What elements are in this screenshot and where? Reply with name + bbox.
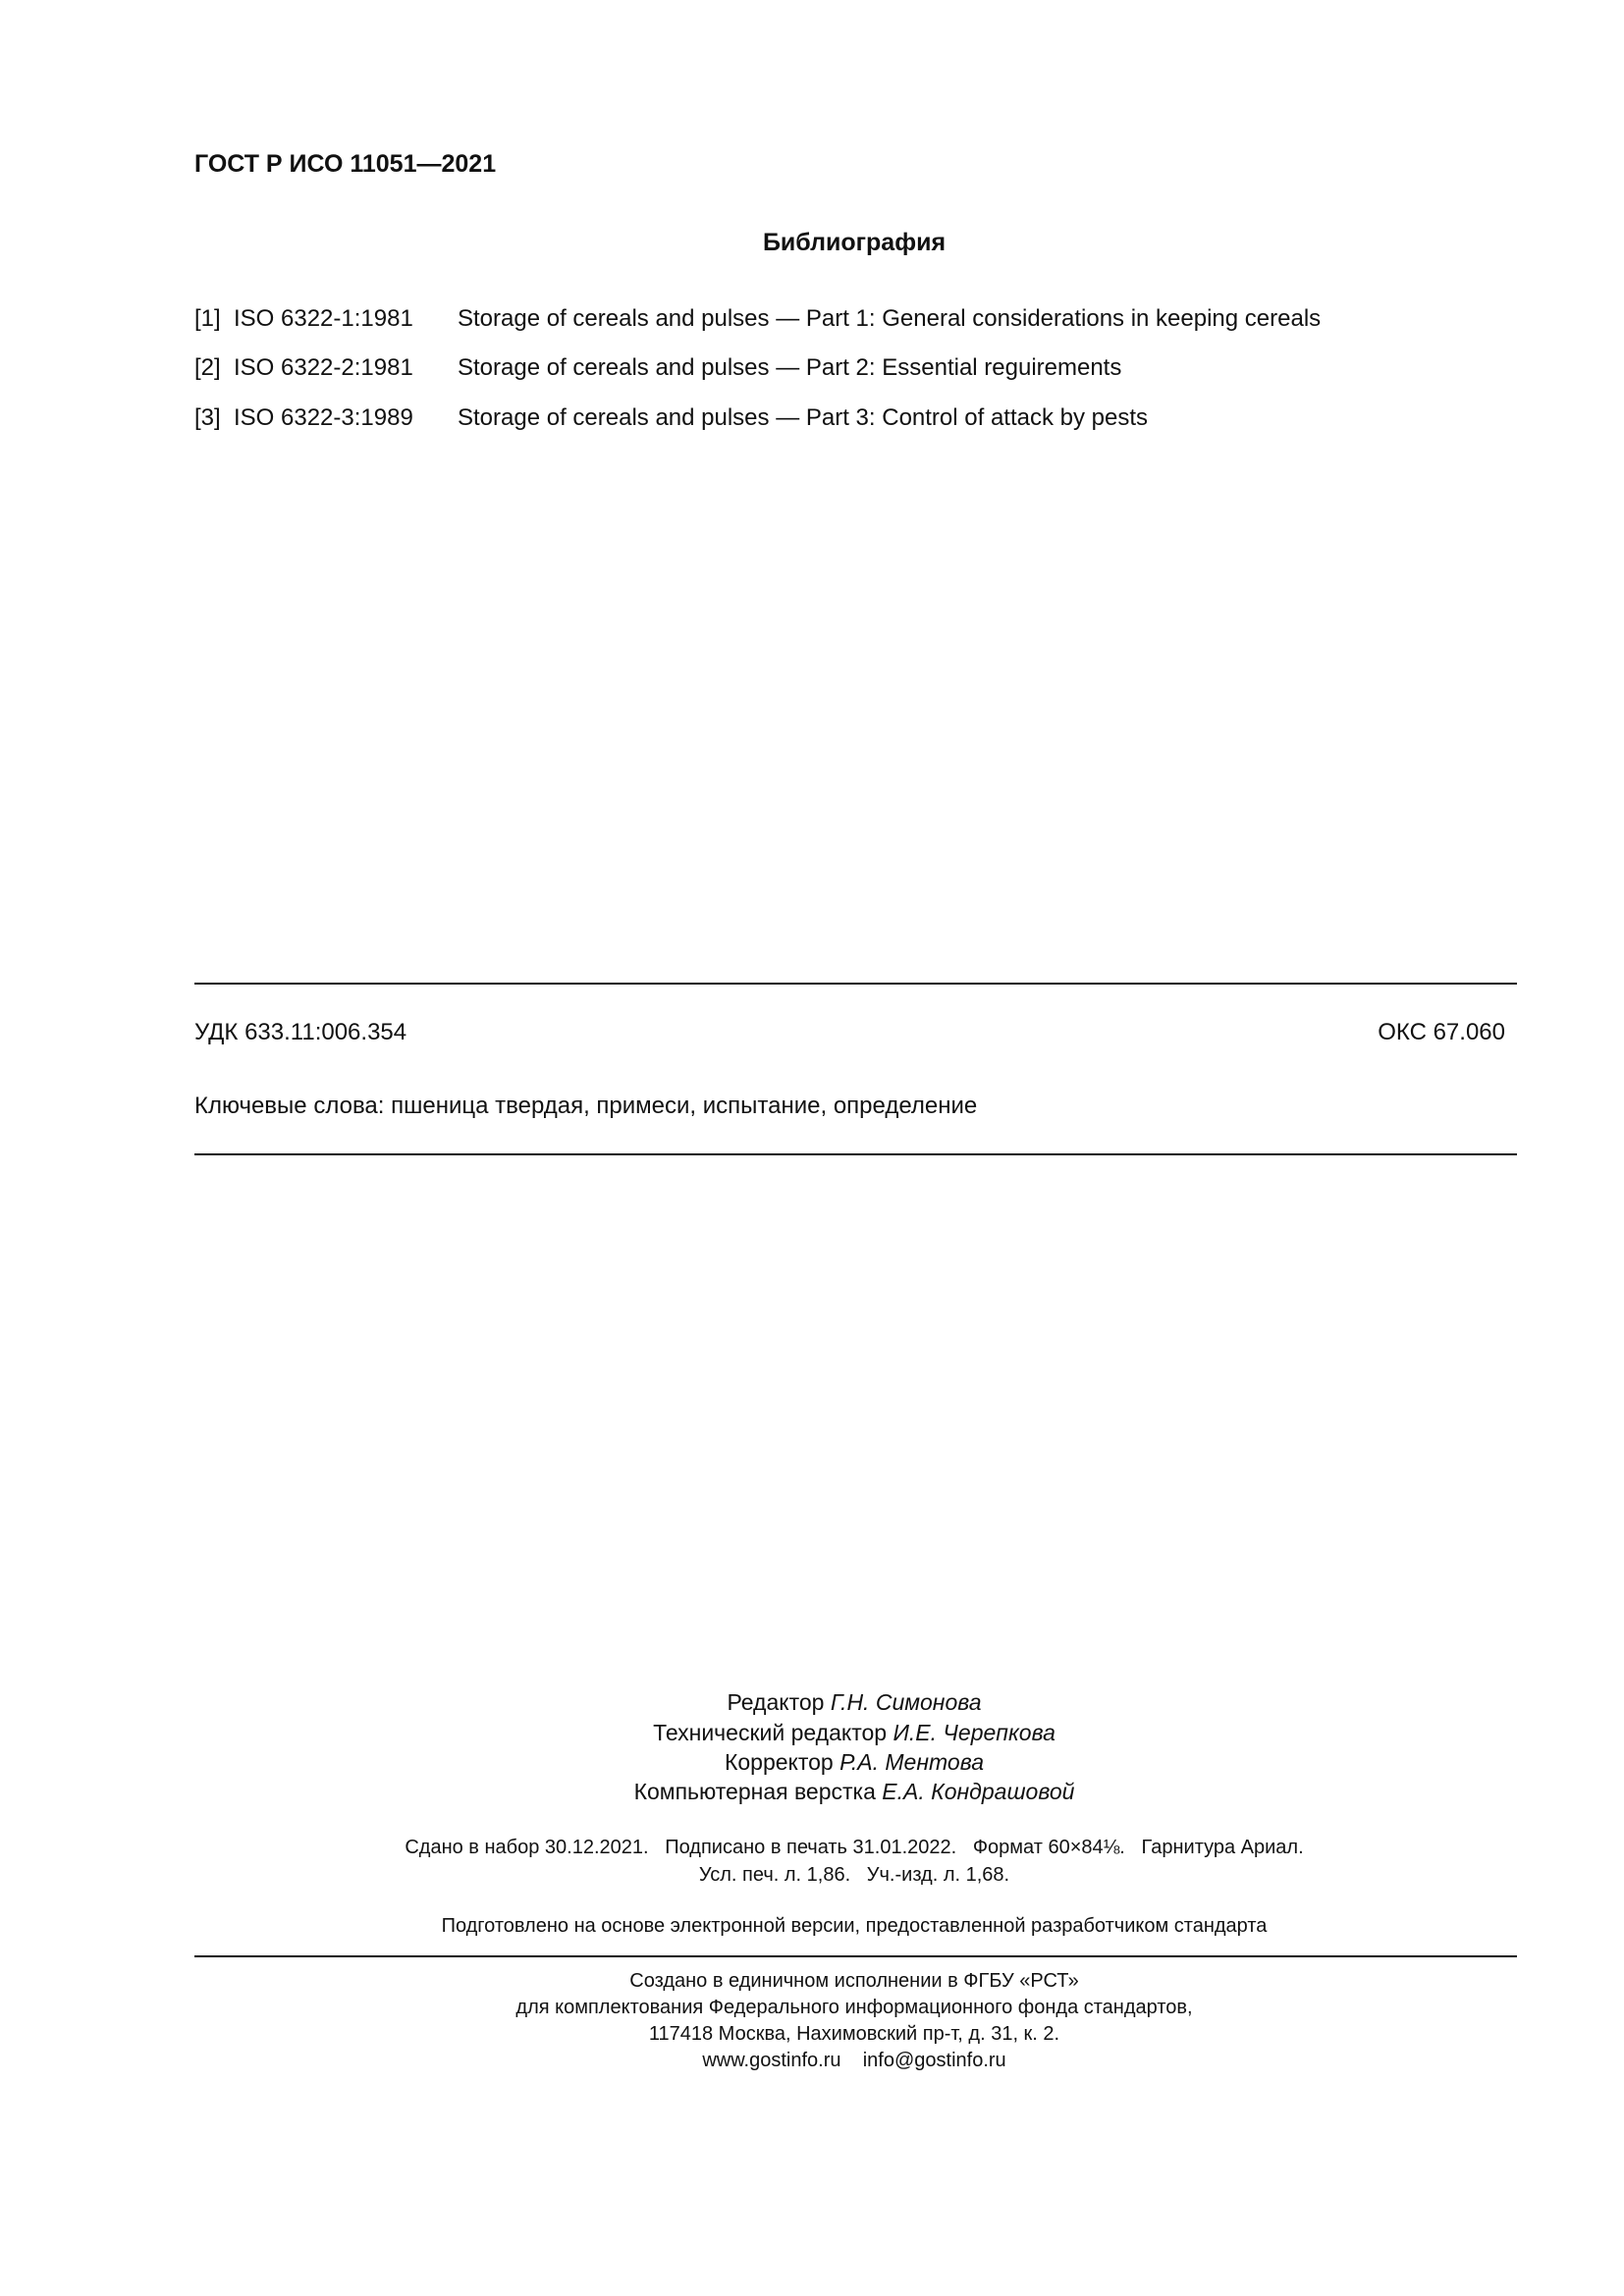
divider: [194, 1153, 1517, 1155]
entry-code: ISO 6322-3:1989: [234, 404, 413, 431]
prepared-note: Подготовлено на основе электронной версии, предоставленной разработчиком стандарта: [441, 1915, 1268, 1937]
section-title: Библиография: [762, 229, 947, 256]
entry-code: ISO 6322-2:1981: [234, 354, 413, 381]
document-header: ГОСТ Р ИСО 11051—2021: [194, 150, 497, 178]
staff-line: Корректор Р.А. Ментова: [724, 1749, 984, 1775]
staff-line: Компьютерная верстка Е.А. Кондрашовой: [633, 1779, 1075, 1804]
oks-code: ОКС 67.060: [1378, 1019, 1505, 1045]
udk-code: УДК 633.11:006.354: [194, 1019, 407, 1045]
staff-line: Редактор Г.Н. Симонова: [727, 1689, 982, 1715]
entry-title: Storage of cereals and pulses — Part 3: Control of attack by pests: [458, 404, 1149, 431]
publisher-line: для комплектования Федерального информационного фонда стандартов,: [515, 1997, 1193, 2018]
entry-code: ISO 6322-1:1981: [234, 305, 413, 332]
entry-title: Storage of cereals and pulses — Part 2: Essential reguirements: [458, 354, 1122, 381]
print-info: Сдано в набор 30.12.2021. Подписано в печать 31.01.2022. Формат 60×84⅛. Гарнитура Ариал.: [405, 1837, 1304, 1858]
keywords: Ключевые слова: пшеница твердая, примеси, испытание, определение: [194, 1093, 978, 1119]
publisher-line: 117418 Москва, Нахимовский пр-т, д. 31, к. 2.: [648, 2023, 1060, 2045]
bibliography-entry: [194, 305, 1321, 333]
entry-title: Storage of cereals and pulses — Part 1: General considerations in keeping cereals: [458, 305, 1322, 332]
bibliography-entry: [194, 354, 1121, 382]
entry-number: [1]: [194, 305, 221, 332]
print-info: Усл. печ. л. 1,86. Уч.-изд. л. 1,68.: [698, 1864, 1010, 1886]
entry-number: [3]: [194, 404, 221, 431]
divider: [194, 1955, 1517, 1957]
publisher-line: Создано в единичном исполнении в ФГБУ «РСТ»: [629, 1970, 1079, 1992]
bibliography-entry: [194, 404, 1148, 432]
divider: [194, 983, 1517, 985]
publisher-contacts: www.gostinfo.ru info@gostinfo.ru: [702, 2050, 1006, 2071]
entry-number: [2]: [194, 354, 221, 381]
staff-line: Технический редактор И.Е. Черепкова: [653, 1720, 1056, 1745]
